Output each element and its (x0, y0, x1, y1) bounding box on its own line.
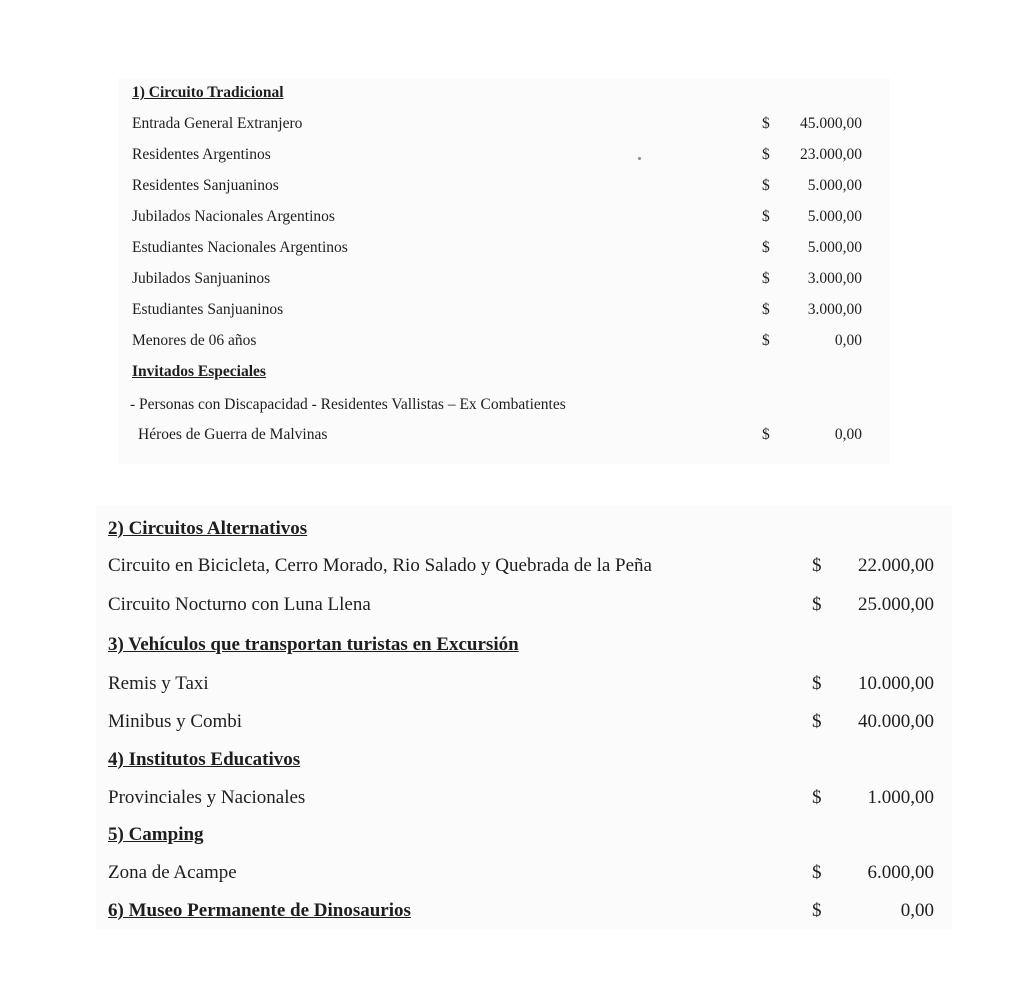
section-heading-row (96, 634, 952, 658)
currency-symbol: $ (762, 146, 770, 163)
currency-symbol: $ (762, 301, 770, 318)
price-row-label: Zona de Acampe (108, 862, 237, 883)
currency-symbol: $ (762, 177, 770, 194)
price-row-amount: 6.000,00 (867, 862, 934, 883)
price-row-label: Jubilados Sanjuaninos (132, 270, 271, 287)
price-row-amount: 5.000,00 (807, 239, 862, 256)
special-guests-description: - Personas con Discapacidad - Residentes Vallistas – Ex Combatientes (130, 396, 566, 413)
price-row-amount: 23.000,00 (800, 146, 862, 163)
special-guests-description-row (118, 396, 890, 420)
price-row-label: Entrada General Extranjero (132, 115, 303, 132)
price-row (118, 270, 890, 294)
section-heading-row (118, 363, 890, 387)
price-row (96, 862, 952, 886)
price-row (118, 301, 890, 325)
currency-symbol: $ (812, 900, 822, 921)
section-heading-row (96, 749, 952, 773)
section-heading-row (96, 824, 952, 848)
price-row-amount: 5.000,00 (807, 177, 862, 194)
price-row-label: Remis y Taxi (108, 673, 209, 694)
price-list-other-services (96, 506, 952, 930)
currency-symbol: $ (812, 555, 822, 576)
price-row-label: Residentes Sanjuaninos (132, 177, 279, 194)
currency-symbol: $ (762, 115, 770, 132)
currency-symbol: $ (762, 426, 770, 443)
price-row (118, 177, 890, 201)
price-row (118, 426, 890, 450)
price-row-label: Jubilados Nacionales Argentinos (132, 208, 335, 225)
currency-symbol: $ (812, 787, 822, 808)
section-heading-alternative-circuits: 2) Circuitos Alternativos (108, 518, 308, 539)
price-row-label: Circuito en Bicicleta, Cerro Morado, Rio Salado y Quebrada de la Peña (108, 555, 652, 576)
currency-symbol: $ (762, 208, 770, 225)
section-heading-educational-institutes: 4) Institutos Educativos (108, 749, 301, 770)
section-heading-special-guests: Invitados Especiales (132, 363, 266, 380)
currency-symbol: $ (812, 673, 822, 694)
price-row-label: Residentes Argentinos (132, 146, 271, 163)
currency-symbol: $ (762, 332, 770, 349)
price-row (96, 900, 952, 924)
price-row (96, 594, 952, 618)
price-row-amount: 45.000,00 (800, 115, 862, 132)
price-row-label: Minibus y Combi (108, 711, 243, 732)
price-row (96, 711, 952, 735)
price-row-label: Circuito Nocturno con Luna Llena (108, 594, 371, 615)
section-heading-traditional-circuit: 1) Circuito Tradicional (132, 84, 284, 101)
price-row-amount: 0,00 (900, 900, 934, 921)
price-row (96, 673, 952, 697)
price-row-label: Héroes de Guerra de Malvinas (138, 426, 328, 443)
price-row (118, 146, 890, 170)
currency-symbol: $ (812, 862, 822, 883)
section-heading-tourist-vehicles: 3) Vehículos que transportan turistas en Excursión (108, 634, 519, 655)
price-row (118, 115, 890, 139)
currency-symbol: $ (762, 239, 770, 256)
section-heading-row (96, 518, 952, 542)
price-row (96, 555, 952, 579)
price-row (118, 239, 890, 263)
section-heading-row (118, 84, 890, 108)
price-row (118, 332, 890, 356)
currency-symbol: $ (762, 270, 770, 287)
price-row-amount: 22.000,00 (858, 555, 934, 576)
currency-symbol: $ (812, 711, 822, 732)
price-row-amount: 1.000,00 (867, 787, 934, 808)
price-row (118, 208, 890, 232)
price-row (96, 787, 952, 811)
price-row-label: Menores de 06 años (132, 332, 257, 349)
price-row-label: Estudiantes Nacionales Argentinos (132, 239, 348, 256)
price-row-label: Estudiantes Sanjuaninos (132, 301, 284, 318)
price-row-label: Provinciales y Nacionales (108, 787, 306, 808)
price-row-amount: 0,00 (834, 426, 862, 443)
section-heading-camping: 5) Camping (108, 824, 204, 845)
price-row-amount: 3.000,00 (807, 270, 862, 287)
price-row-amount: 5.000,00 (807, 208, 862, 225)
price-row-amount: 10.000,00 (858, 673, 934, 694)
price-row-amount: 0,00 (834, 332, 862, 349)
price-list-traditional-circuit (118, 78, 890, 464)
price-row-amount: 25.000,00 (858, 594, 934, 615)
currency-symbol: $ (812, 594, 822, 615)
price-row-amount: 40.000,00 (858, 711, 934, 732)
section-heading-dinosaur-museum: 6) Museo Permanente de Dinosaurios (108, 900, 411, 921)
price-row-amount: 3.000,00 (807, 301, 862, 318)
